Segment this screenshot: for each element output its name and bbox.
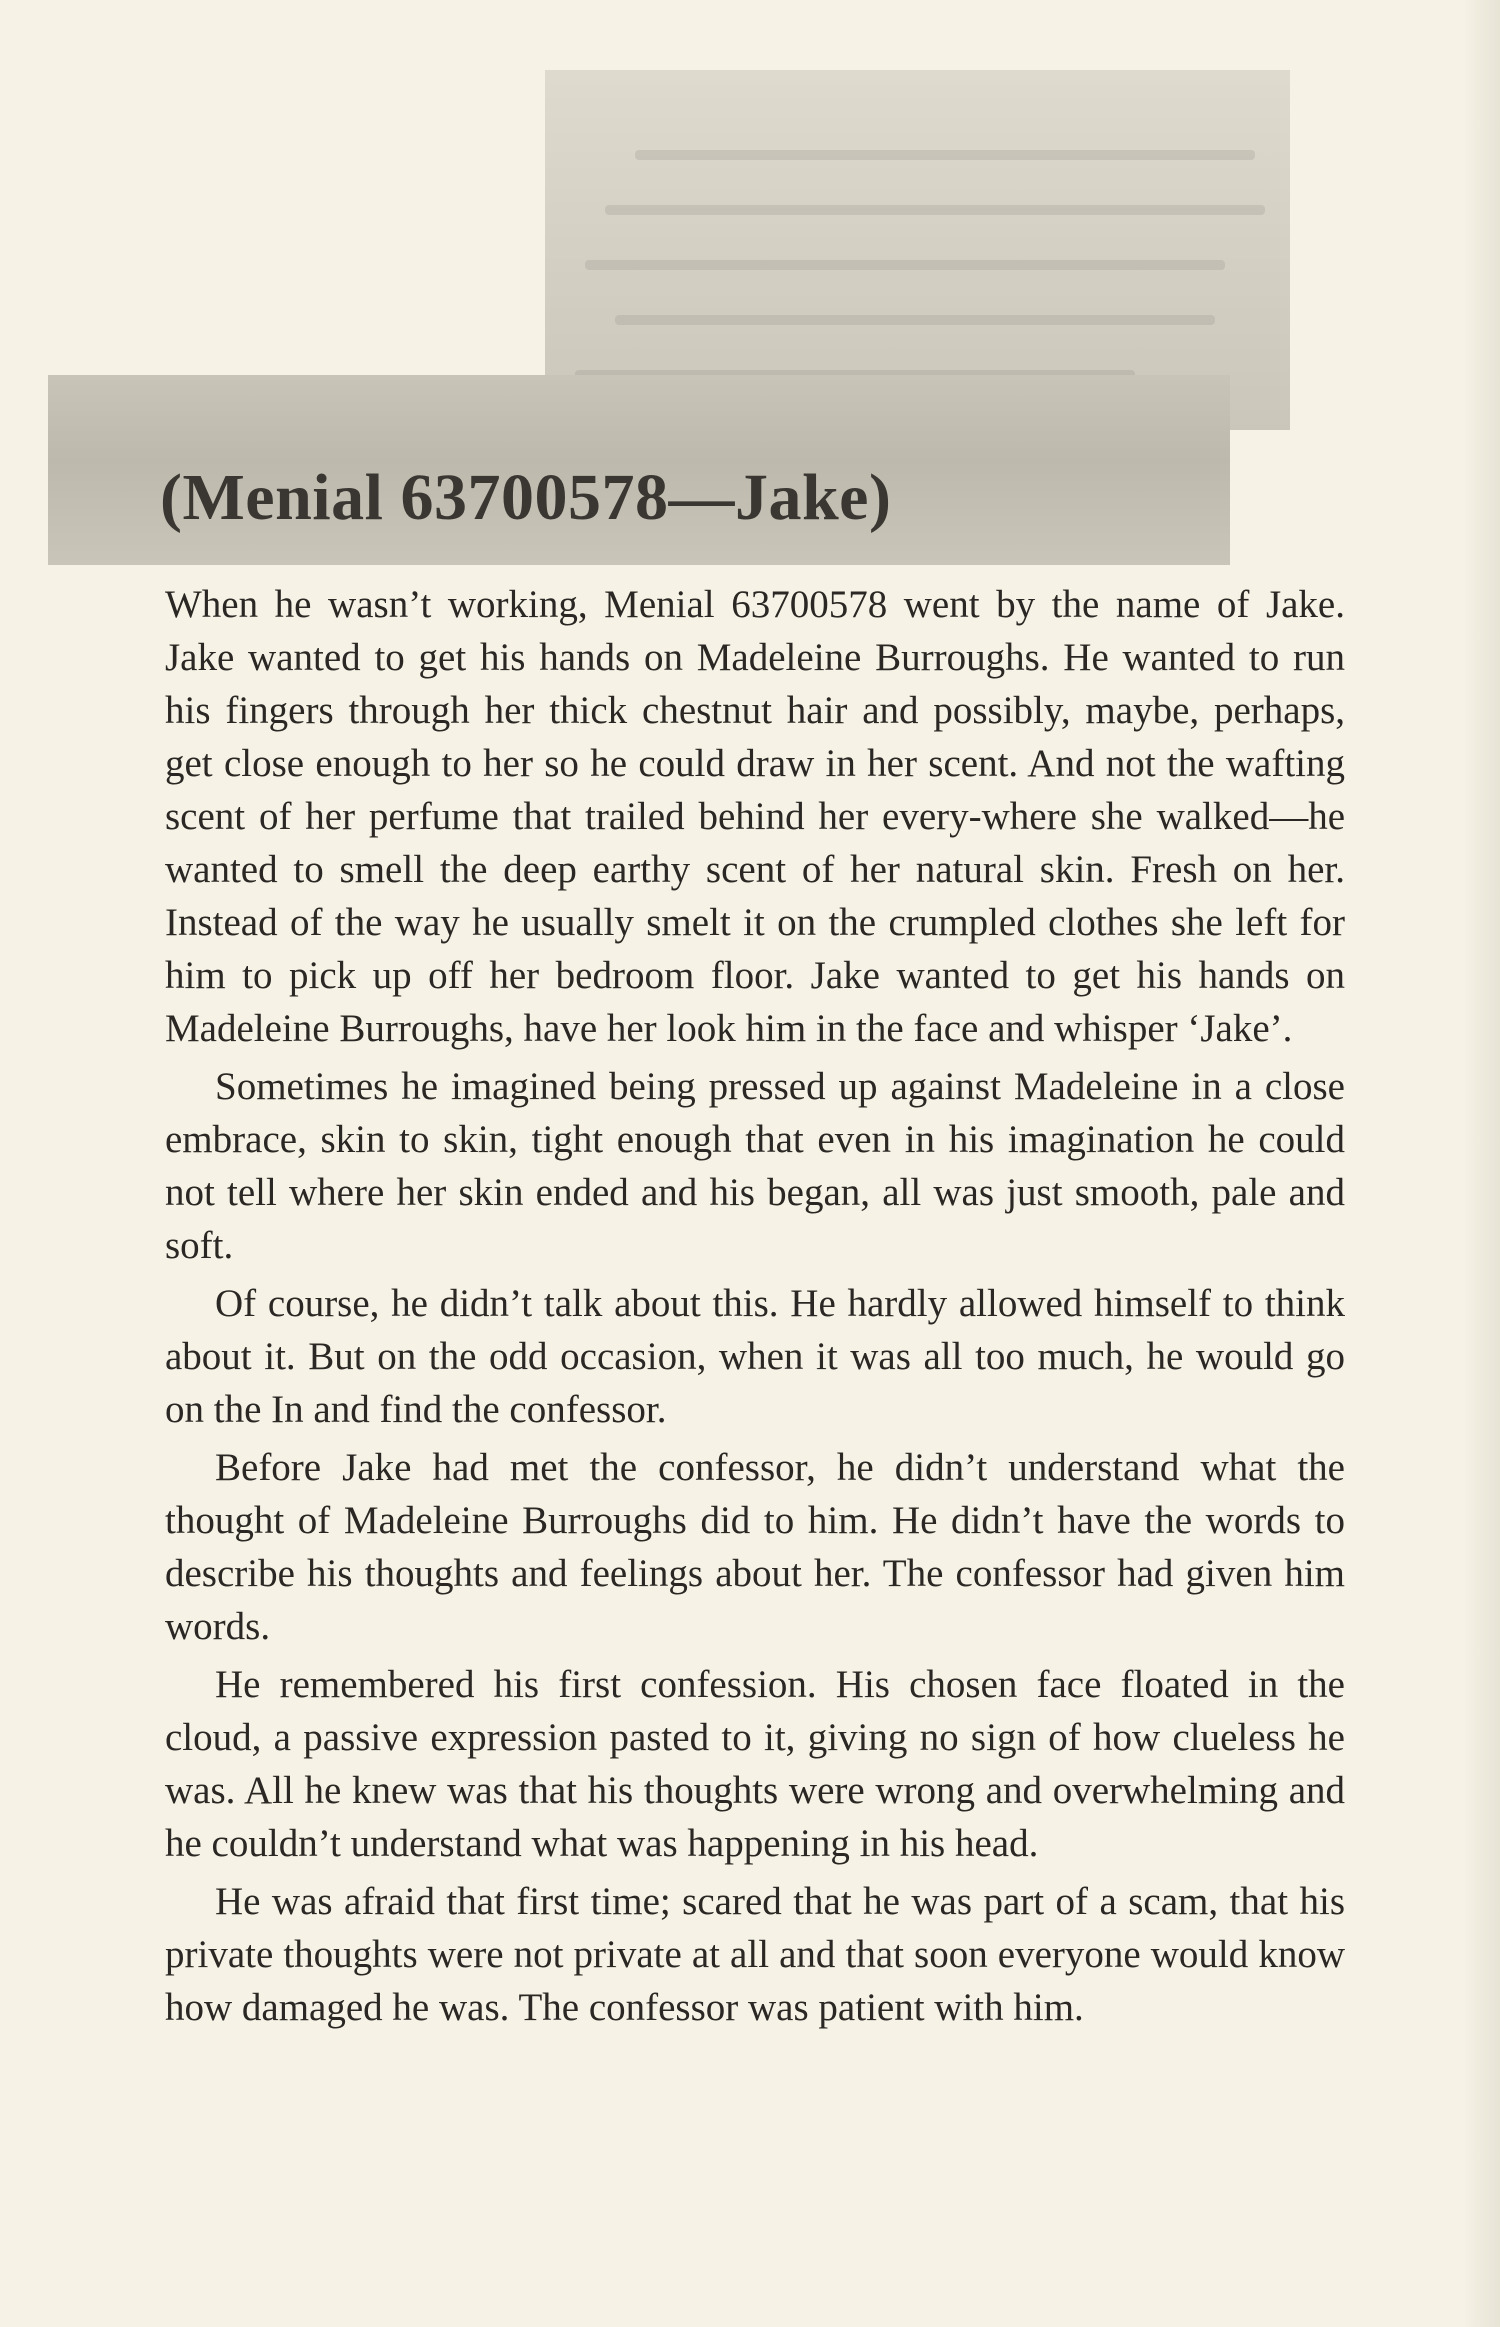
paragraph: Of course, he didn’t talk about this. He hardly allowed himself to think about it. But on the odd occasion, when it was all too much, he would go on the In and find the confessor. [165, 1282, 1345, 1431]
paragraph: Sometimes he imagined being pressed up against Madeleine in a close embrace, skin to skin, tight enough that even in his imagination he could not tell where her skin ended and his began, all was just smooth, pale and soft. [165, 1065, 1345, 1267]
paragraph: When he wasn’t working, Menial 63700578 went by the name of Jake. Jake wanted to get his hands on Madeleine Burroughs. He wanted to run his fingers through her thick chestnut hair and possibly, maybe, perhaps, get close enough to her so he could draw in her scent. And not the wafting scent of her perfume that trailed behind her every-where she walked—he wanted to smell the deep earthy scent of her natural skin. Fresh on her. Instead of the way he usually smelt it on the crumpled clothes she left for him to pick up off her bedroom floor. Jake wanted to get his hands on Madeleine Burroughs, have her look him in the face and whisper ‘Jake’. [165, 583, 1345, 1050]
page-edge-shadow [1462, 0, 1500, 2327]
chapter-heading: (Menial 63700578—Jake) [160, 461, 892, 534]
paragraph: He was afraid that first time; scared that he was part of a scam, that his private thoughts were not private at all and that soon everyone would know how damaged he was. The confessor was patient with him. [165, 1880, 1345, 2029]
chapter-body [165, 578, 1345, 2034]
paragraph: He remembered his first confession. His chosen face floated in the cloud, a passive expression pasted to it, giving no sign of how clueless he was. All he knew was that his thoughts were wrong and overwhelming and he couldn’t understand what was happening in his head. [165, 1663, 1345, 1865]
paragraph: Before Jake had met the confessor, he didn’t understand what the thought of Madeleine Burroughs did to him. He didn’t have the words to describe his thoughts and feelings about her. The confessor had given him words. [165, 1446, 1345, 1648]
